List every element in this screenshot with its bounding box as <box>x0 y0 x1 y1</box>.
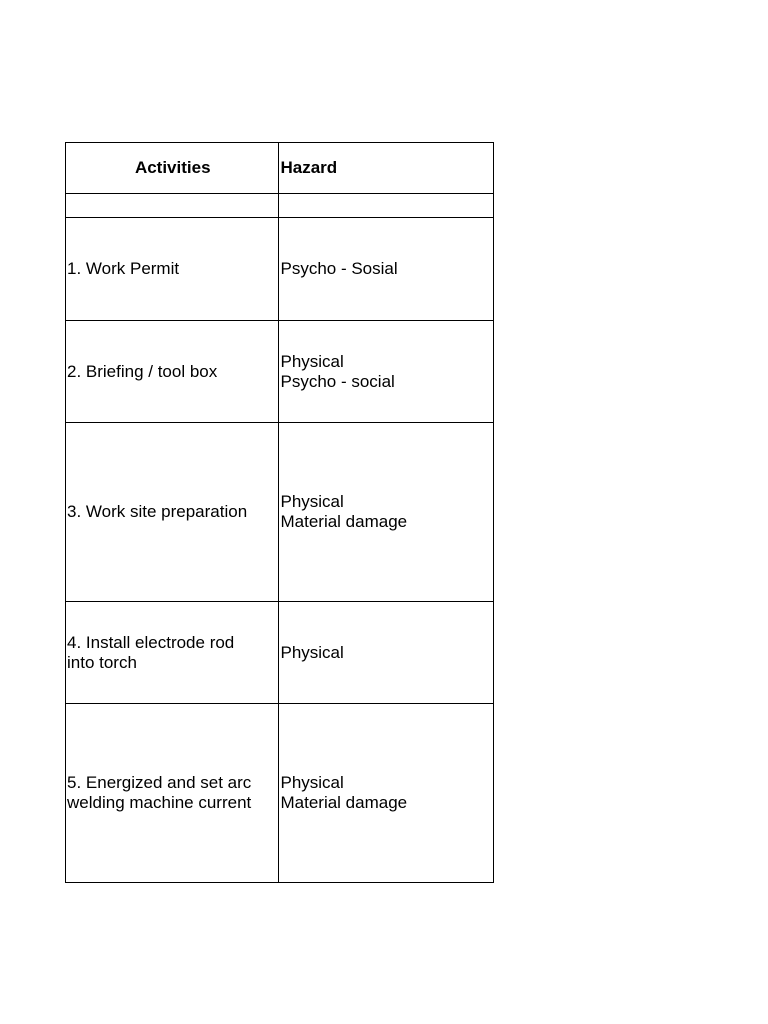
activities-header: Activities <box>66 143 279 194</box>
table-row <box>66 321 494 423</box>
activity-cell: 3. Work site preparation <box>66 423 279 602</box>
empty-cell <box>279 194 494 218</box>
activity-cell: 4. Install electrode rod into torch <box>66 602 279 704</box>
hazard-cell: Physical Material damage <box>279 423 494 602</box>
table-row <box>66 602 494 704</box>
empty-row <box>66 194 494 218</box>
hazard-table <box>65 142 494 883</box>
table-header-row <box>66 143 494 194</box>
empty-cell <box>66 194 279 218</box>
activity-cell: 1. Work Permit <box>66 218 279 321</box>
table-row <box>66 704 494 883</box>
activity-cell: 5. Energized and set arc welding machine current <box>66 704 279 883</box>
table-row <box>66 423 494 602</box>
hazard-cell: Psycho - Sosial <box>279 218 494 321</box>
hazard-cell: Physical Material damage <box>279 704 494 883</box>
table-row <box>66 218 494 321</box>
hazard-cell: Physical Psycho - social <box>279 321 494 423</box>
hazard-header: Hazard <box>279 143 494 194</box>
activity-cell: 2. Briefing / tool box <box>66 321 279 423</box>
hazard-cell: Physical <box>279 602 494 704</box>
